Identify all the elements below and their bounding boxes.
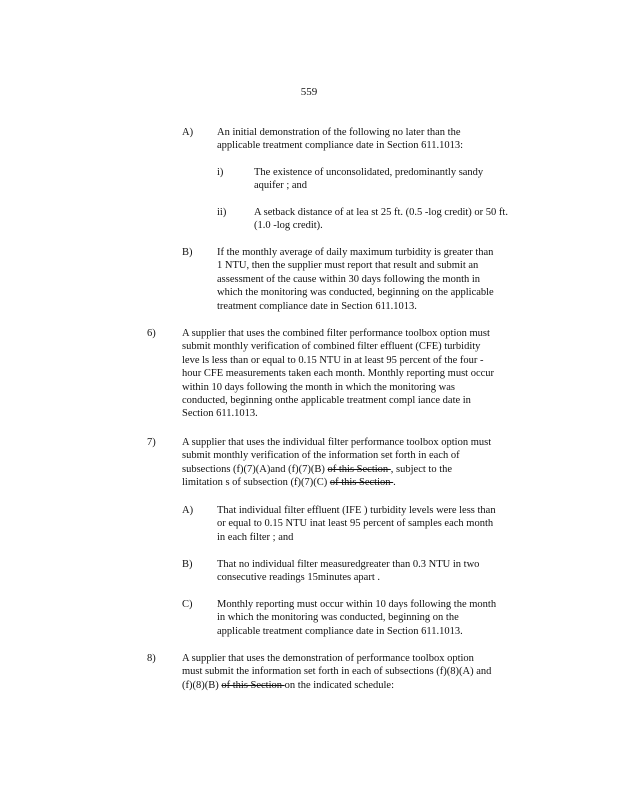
page-number: 559	[300, 86, 318, 98]
text-line: applicable treatment compliance date in Section 611.1013.	[217, 625, 463, 637]
item-7-text	[182, 436, 532, 490]
text-line: aquifer ; and	[254, 180, 308, 192]
item-marker-7b: B)	[182, 559, 193, 570]
text-segment: (f)(8)(B)	[182, 679, 222, 691]
item-b-text	[217, 246, 533, 313]
text-line: applicable treatment compliance date in Section 611.1013:	[217, 140, 463, 152]
item-marker-a: A)	[182, 127, 194, 138]
item-marker-7c: C)	[182, 599, 193, 610]
text-line: submit monthly verification of combined filter effluent (CFE) turbidity	[182, 341, 481, 353]
text-line: or equal to 0.15 NTU inat least 95 percent of samples each month	[217, 518, 494, 530]
item-marker-7: 7)	[147, 437, 156, 448]
text-line: submit monthly verification of the information set forth in each of	[182, 450, 460, 462]
text-line: assessment of the cause within 30 days following the month in	[217, 273, 481, 285]
text-line	[182, 679, 532, 692]
text-line: Section 611.1013.	[182, 408, 258, 420]
text-line: conducted, beginning onthe applicable treatment compl iance date in	[182, 395, 471, 407]
text-line: Monthly reporting must occur within 10 days following the month	[217, 599, 497, 610]
text-line: hour CFE measurements taken each month. Monthly reporting must occur	[182, 368, 495, 380]
text-line: treatment compliance date in Section 611.1013.	[217, 300, 417, 312]
item-marker-ii: ii)	[217, 207, 227, 218]
text-line: If the monthly average of daily maximum turbidity is greater than	[217, 247, 494, 258]
item-a-text	[217, 126, 495, 153]
item-7a-text	[217, 504, 535, 544]
text-line: That individual filter effluent (IFE ) turbidity levels were less than	[217, 505, 496, 516]
text-line: which the monitoring was conducted, beginning on the applicable	[217, 287, 494, 299]
text-line	[182, 463, 532, 476]
text-line: An initial demonstration of the following no later than the	[217, 127, 461, 138]
text-line: A setback distance of at lea st 25 ft. (0.5 -log credit) or 50 ft.	[254, 207, 508, 218]
struck-text: of this Section	[329, 477, 394, 489]
item-7c-text	[217, 598, 533, 638]
text-segment: .	[393, 477, 396, 489]
text-line: The existence of unconsolidated, predominantly sandy	[254, 167, 484, 178]
text-line: A supplier that uses the demonstration of performance toolbox option	[182, 653, 474, 664]
item-6-text	[182, 327, 537, 421]
text-segment: on the indicated schedule:	[284, 679, 394, 691]
text-line: That no individual filter measuredgreater than 0.3 NTU in two	[217, 559, 480, 570]
item-8-text	[182, 652, 532, 692]
text-segment: , subject to the	[390, 463, 453, 475]
item-marker-i: i)	[217, 167, 224, 178]
text-line	[182, 476, 532, 489]
struck-text: of this Section	[327, 463, 391, 475]
text-line: in which the monitoring was conducted, beginning on the	[217, 612, 459, 624]
item-marker-8: 8)	[147, 653, 156, 664]
text-line: A supplier that uses the combined filter performance toolbox option must	[182, 328, 490, 339]
item-marker-7a: A)	[182, 505, 194, 516]
item-marker-6: 6)	[147, 328, 156, 339]
text-line: leve ls less than or equal to 0.15 NTU in at least 95 percent of the four -	[182, 354, 484, 366]
struck-text: of this Section	[221, 679, 285, 691]
text-line: 1 NTU, then the supplier must report that result and submit an	[217, 260, 479, 272]
item-marker-b: B)	[182, 247, 193, 258]
text-segment: limitation s of subsection (f)(7)(C)	[182, 477, 330, 489]
text-line: consecutive readings 15minutes apart .	[217, 572, 380, 584]
item-ii-text	[254, 206, 539, 233]
text-line: A supplier that uses the individual filter performance toolbox option must	[182, 437, 492, 448]
text-line: must submit the information set forth in each of subsections (f)(8)(A) and	[182, 666, 492, 678]
text-line: (1.0 -log credit).	[254, 220, 323, 232]
item-i-text	[254, 166, 514, 193]
text-line: within 10 days following the month in which the monitoring was	[182, 381, 455, 393]
item-7b-text	[217, 558, 519, 585]
text-line: in each filter ; and	[217, 531, 294, 543]
text-segment: subsections (f)(7)(A)and (f)(7)(B)	[182, 463, 328, 475]
